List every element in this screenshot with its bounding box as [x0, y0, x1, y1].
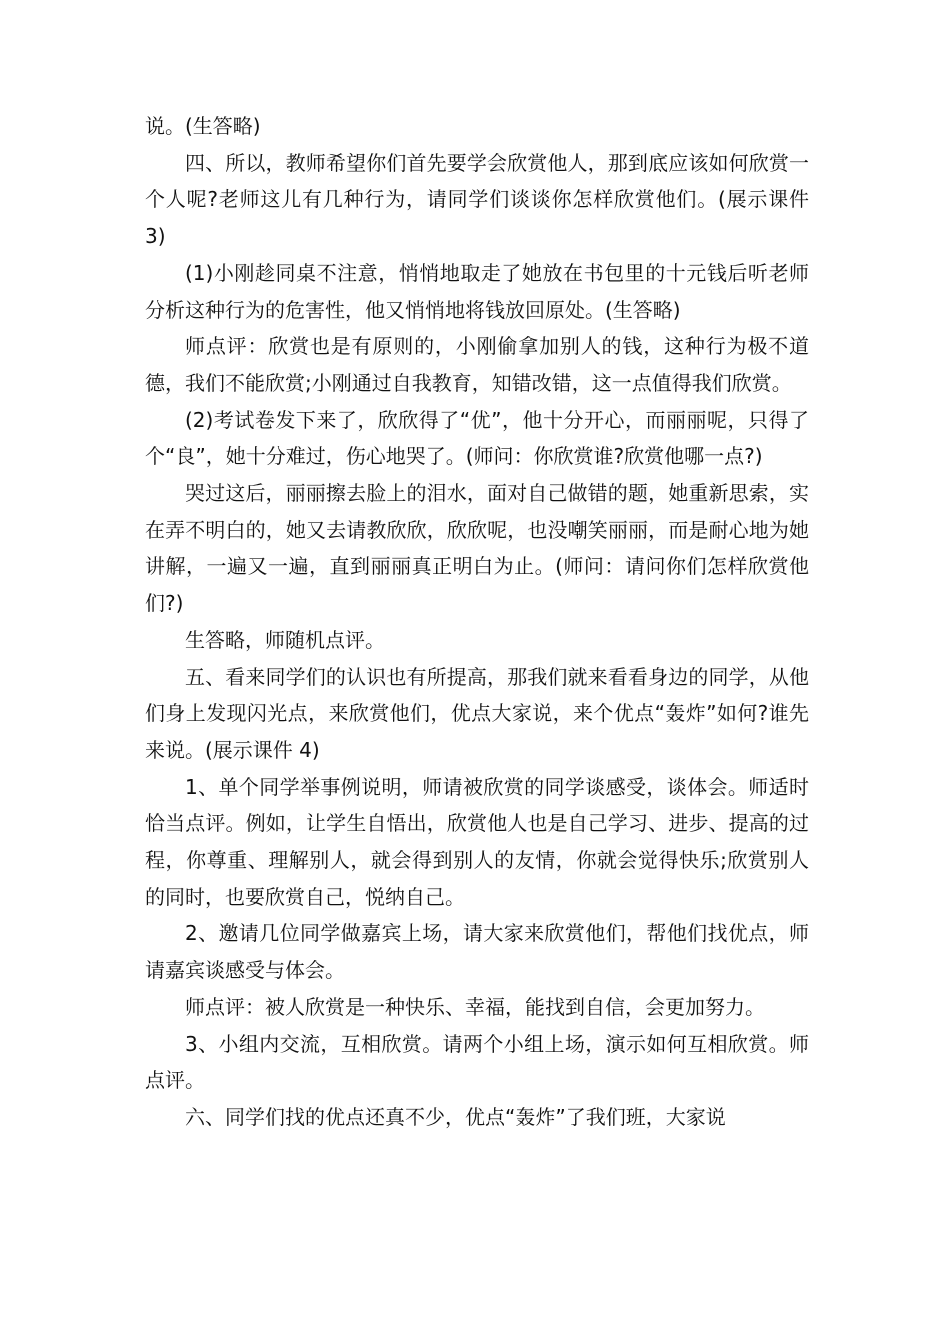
paragraph-2: 四、所以，教师希望你们首先要学会欣赏他人，那到底应该如何欣赏一个人呢?老师这儿有几种行为，请同学们谈谈你怎样欣赏他们。(展示课件 3) — [145, 150, 809, 249]
paragraph-12: 3、小组内交流，互相欣赏。请两个小组上场，演示如何互相欣赏。师点评。 — [145, 1031, 809, 1093]
paragraph-4: 师点评：欣赏也是有原则的，小刚偷拿加别人的钱，这种行为极不道德，我们不能欣赏;小刚通过自我教育，知错改错，这一点值得我们欣赏。 — [145, 334, 809, 395]
paragraph-9: 1、单个同学举事例说明，师请被欣赏的同学谈感受，谈体会。师适时恰当点评。例如，让学生自悟出，欣赏他人也是自己学习、进步、提高的过程，你尊重、理解别人，就会得到别人的友情，你就会觉得快乐;欣赏别人的同时，也要欣赏自己，悦纳自己。 — [145, 774, 809, 909]
paragraph-8: 五、看来同学们的认识也有所提高，那我们就来看看身边的同学，从他们身上发现闪光点，来欣赏他们，优点大家说，来个优点“轰炸”如何?谁先来说。(展示课件 4) — [145, 664, 809, 762]
paragraph-3: (1)小刚趁同桌不注意，悄悄地取走了她放在书包里的十元钱后听老师分析这种行为的危害性，他又悄悄地将钱放回原处。(生答略) — [145, 260, 809, 322]
paragraph-11: 师点评：被人欣赏是一种快乐、幸福，能找到自信，会更加努力。 — [185, 994, 765, 1019]
paragraph-5: (2)考试卷发下来了，欣欣得了“优”，他十分开心，而丽丽呢，只得了个“良”，她十分难过，伤心地哭了。(师问：你欣赏谁?欣赏他哪一点?) — [145, 407, 809, 469]
paragraph-7: 生答略，师随机点评。 — [185, 627, 385, 652]
paragraph-10: 2、邀请几位同学做嘉宾上场，请大家来欣赏他们，帮他们找优点，师请嘉宾谈感受与体会。 — [145, 921, 809, 983]
document-page — [145, 108, 809, 1136]
paragraph-6: 哭过这后，丽丽擦去脸上的泪水，面对自己做错的题，她重新思索，实在弄不明白的，她又去请教欣欣，欣欣呢，也没嘲笑丽丽，而是耐心地为她讲解，一遍又一遍，直到丽丽真正明白为止。(师问：请问你们怎样欣赏他们?) — [145, 481, 809, 616]
paragraph-13: 六、同学们找的优点还真不少，优点“轰炸”了我们班，大家说 — [185, 1104, 726, 1129]
paragraph-1: 说。(生答略) — [145, 114, 261, 138]
